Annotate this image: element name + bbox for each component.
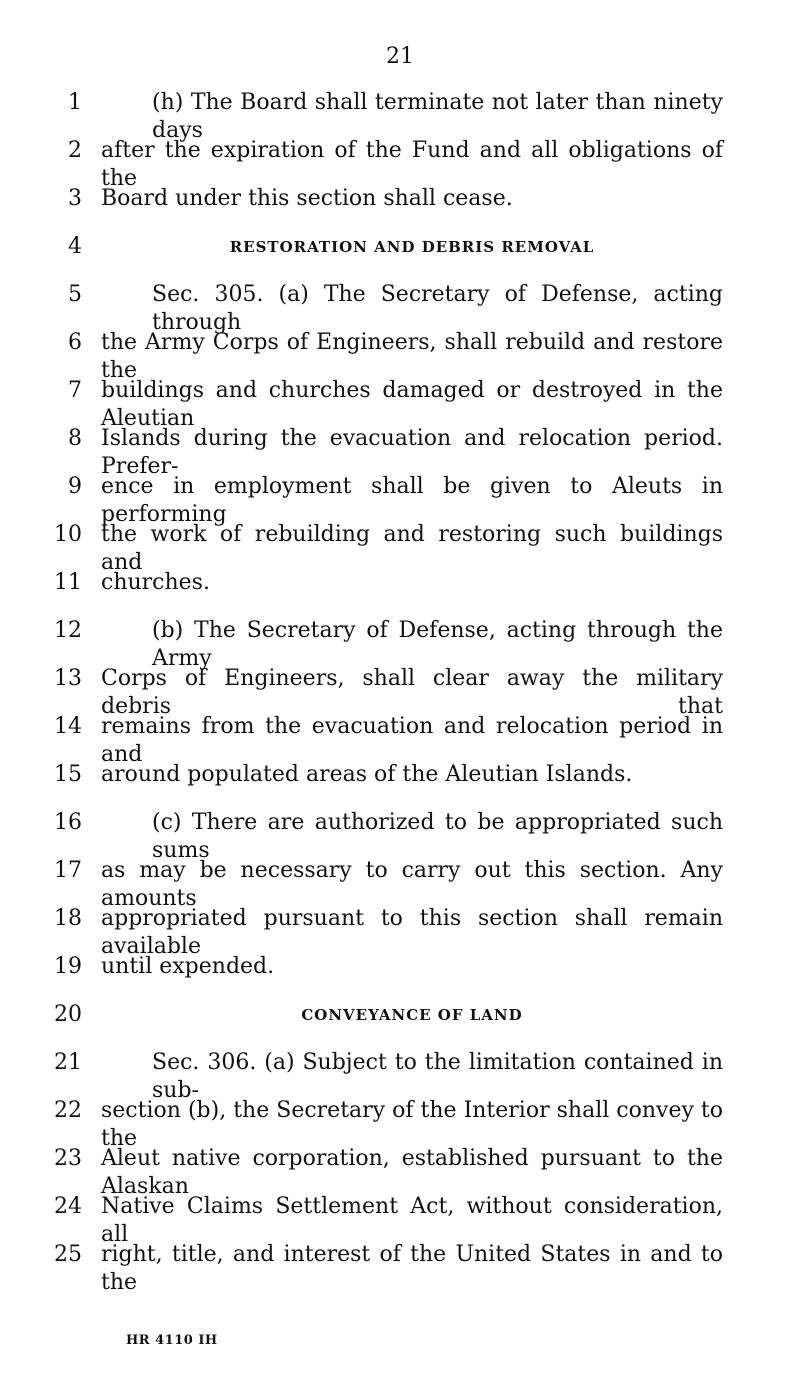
line-text: the work of rebuilding and restoring such buildings and: [101, 522, 723, 575]
line-number: 19: [54, 954, 82, 979]
line-number: 7: [68, 378, 82, 403]
line-text: (h) The Board shall terminate not later than ninety days: [152, 90, 723, 143]
bill-line: [0, 1097, 800, 1151]
line-number: 24: [54, 1194, 82, 1219]
line-number: 6: [68, 330, 82, 355]
bill-line: [0, 521, 800, 575]
line-number: 17: [54, 858, 82, 883]
line-text: until expended.: [101, 954, 275, 979]
line-number: 20: [54, 1002, 82, 1027]
bill-line: [0, 857, 800, 911]
line-number: 15: [54, 762, 82, 787]
bill-line: [0, 761, 800, 809]
line-text: Islands during the evacuation and relocation period. Prefer-: [101, 426, 723, 479]
line-text: Aleut native corporation, established pursuant to the Alaskan: [101, 1146, 723, 1199]
line-number: 12: [54, 618, 82, 643]
line-text: the Army Corps of Engineers, shall rebuild and restore the: [101, 330, 723, 383]
line-number: 16: [54, 810, 82, 835]
line-number: 5: [68, 282, 82, 307]
bill-line: [0, 377, 800, 431]
bill-line: [0, 137, 800, 191]
line-text: as may be necessary to carry out this section. Any amounts: [101, 858, 723, 911]
line-text: section (b), the Secretary of the Interior shall convey to the: [101, 1098, 723, 1151]
bill-line: [0, 1145, 800, 1199]
bill-line: [0, 473, 800, 527]
line-number: 25: [54, 1242, 82, 1267]
line-number: 22: [54, 1098, 82, 1123]
line-text: Sec. 306. (a) Subject to the limitation contained in sub-: [152, 1050, 723, 1103]
bill-line: [0, 617, 800, 671]
bill-line: [0, 89, 800, 143]
bill-line: [0, 809, 800, 863]
line-text: (c) There are authorized to be appropriated such sums: [152, 810, 723, 863]
bill-line: [0, 185, 800, 233]
line-number: 14: [54, 714, 82, 739]
page-number: 21: [386, 44, 414, 69]
line-number: 21: [54, 1050, 82, 1075]
line-number: 23: [54, 1146, 82, 1171]
bill-line: [0, 1241, 800, 1295]
line-text: (b) The Secretary of Defense, acting through the Army: [152, 618, 723, 671]
line-text: Native Claims Settlement Act, without consideration, all: [101, 1194, 723, 1247]
bill-line: [0, 953, 800, 1001]
bill-line: [0, 569, 800, 617]
bill-line: [0, 329, 800, 383]
line-text: ence in employment shall be given to Aleuts in performing: [101, 474, 723, 527]
line-text: Sec. 305. (a) The Secretary of Defense, acting through: [152, 282, 723, 335]
line-text: remains from the evacuation and relocation period in and: [101, 714, 723, 767]
bill-line: [0, 425, 800, 479]
section-heading: RESTORATION AND DEBRIS REMOVAL: [229, 238, 595, 256]
line-number: 1: [68, 90, 82, 115]
bill-line: [0, 1049, 800, 1103]
section-heading: CONVEYANCE OF LAND: [301, 1006, 523, 1024]
bill-line: [0, 1001, 800, 1049]
line-text: after the expiration of the Fund and all obligations of the: [101, 138, 723, 191]
line-text: around populated areas of the Aleutian Islands.: [101, 762, 633, 787]
line-number: 4: [68, 234, 82, 259]
line-number: 3: [68, 186, 82, 211]
line-number: 13: [54, 666, 82, 691]
bill-line: [0, 905, 800, 959]
line-text: right, title, and interest of the United States in and to the: [101, 1242, 723, 1295]
bill-line: [0, 1193, 800, 1247]
bill-line: [0, 233, 800, 281]
line-text: appropriated pursuant to this section shall remain available: [101, 906, 723, 959]
line-text: Corps of Engineers, shall clear away the military debris that: [101, 666, 723, 719]
bill-line: [0, 281, 800, 335]
bill-line: [0, 713, 800, 767]
line-number: 11: [54, 570, 82, 595]
line-text: churches.: [101, 570, 210, 595]
bill-line: [0, 665, 800, 719]
line-number: 9: [68, 474, 82, 499]
line-number: 18: [54, 906, 82, 931]
bill-identifier-footer: HR 4110 IH: [126, 1333, 218, 1348]
line-number: 10: [54, 522, 82, 547]
line-number: 8: [68, 426, 82, 451]
line-text: Board under this section shall cease.: [101, 186, 513, 211]
line-number: 2: [68, 138, 82, 163]
line-text: buildings and churches damaged or destroyed in the Aleutian: [101, 378, 723, 431]
